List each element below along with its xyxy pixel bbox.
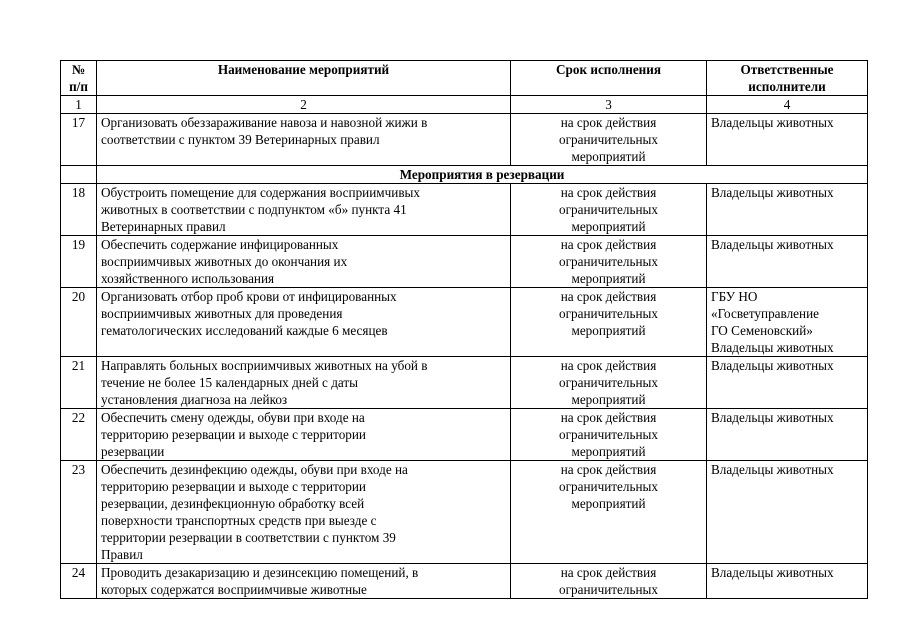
section-title: Мероприятия в резервации <box>97 166 868 184</box>
section-row <box>61 166 868 184</box>
measure-responsible: Владельцы животных <box>707 461 868 564</box>
row-number: 22 <box>61 409 97 461</box>
table-row <box>61 114 868 166</box>
measure-term: на срок действия ограничительных мероприятий <box>511 461 707 564</box>
measure-responsible: Владельцы животных <box>707 409 868 461</box>
header-name: Наименование мероприятий <box>97 61 511 96</box>
table-row <box>61 461 868 564</box>
measure-name: Организовать отбор проб крови от инфицированных восприимчивых животных для проведения гематологических исследований каждые 6 месяцев <box>97 288 511 357</box>
measure-name: Обеспечить содержание инфицированных восприимчивых животных до окончания их хозяйственного использования <box>97 236 511 288</box>
header-term: Срок исполнения <box>511 61 707 96</box>
row-number: 20 <box>61 288 97 357</box>
measure-name: Проводить дезакаризацию и дезинсекцию помещений, в которых содержатся восприимчивые животные <box>97 564 511 599</box>
measure-term: на срок действия ограничительных мероприятий <box>511 236 707 288</box>
row-number: 24 <box>61 564 97 599</box>
header-row <box>61 61 868 96</box>
col-number: 1 <box>61 96 97 114</box>
measure-term: на срок действия ограничительных мероприятий <box>511 409 707 461</box>
table-row <box>61 184 868 236</box>
table-row <box>61 564 868 599</box>
row-number: 18 <box>61 184 97 236</box>
col-number: 4 <box>707 96 868 114</box>
measures-table <box>60 60 868 599</box>
row-number: 23 <box>61 461 97 564</box>
measure-responsible: Владельцы животных <box>707 357 868 409</box>
measure-term: на срок действия ограничительных <box>511 564 707 599</box>
table-row <box>61 409 868 461</box>
measure-term: на срок действия ограничительных мероприятий <box>511 357 707 409</box>
measure-name: Обеспечить смену одежды, обуви при входе на территорию резервации и выходе с территории резервации <box>97 409 511 461</box>
measure-name: Организовать обеззараживание навоза и навозной жижи в соответствии с пунктом 39 Ветеринарных правил <box>97 114 511 166</box>
rows-before-section <box>61 114 868 166</box>
measure-name: Обустроить помещение для содержания восприимчивых животных в соответствии с подпунктом «б» пункта 41 Ветеринарных правил <box>97 184 511 236</box>
rows-after-section <box>61 184 868 599</box>
table-row <box>61 357 868 409</box>
col-number: 2 <box>97 96 511 114</box>
col-number: 3 <box>511 96 707 114</box>
row-number: 21 <box>61 357 97 409</box>
column-numbers-row <box>61 96 868 114</box>
table-row <box>61 288 868 357</box>
measure-term: на срок действия ограничительных мероприятий <box>511 184 707 236</box>
header-resp: Ответственные исполнители <box>707 61 868 96</box>
measure-term: на срок действия ограничительных мероприятий <box>511 114 707 166</box>
row-number: 17 <box>61 114 97 166</box>
measure-responsible: Владельцы животных <box>707 184 868 236</box>
measure-responsible: ГБУ НО «Госветуправление ГО Семеновский» Владельцы животных <box>707 288 868 357</box>
measure-responsible: Владельцы животных <box>707 114 868 166</box>
measure-name: Направлять больных восприимчивых животных на убой в течение не более 15 календарных дней с даты установления диагноза на лейкоз <box>97 357 511 409</box>
measure-responsible: Владельцы животных <box>707 236 868 288</box>
measure-term: на срок действия ограничительных мероприятий <box>511 288 707 357</box>
row-number: 19 <box>61 236 97 288</box>
header-num: № п/п <box>61 61 97 96</box>
measure-responsible: Владельцы животных <box>707 564 868 599</box>
table-row <box>61 236 868 288</box>
measure-name: Обеспечить дезинфекцию одежды, обуви при входе на территорию резервации и выходе с территории резервации, дезинфекционную обработку всей поверхности транспортных средств при выезде с территории резервации в соответствии с пунктом 39 Правил <box>97 461 511 564</box>
